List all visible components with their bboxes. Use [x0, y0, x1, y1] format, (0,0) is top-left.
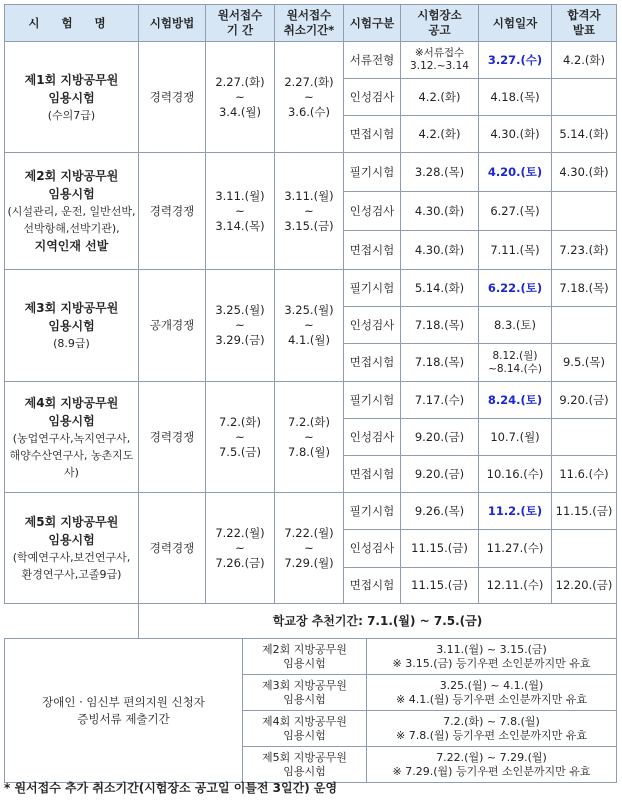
exam-notice [401, 456, 479, 493]
date-line-1: ~8.14.(수) [488, 362, 542, 375]
notice-line-0: 7.18.(목) [414, 355, 465, 369]
exam-1-method: 경력경쟁 [139, 42, 206, 153]
exam-name-sub-1: 환경연구사,고졸9급) [21, 568, 122, 581]
disabled-period-range: 7.2.(화) ~ 7.8.(월) [443, 714, 540, 728]
exam-type: 필기시험 [344, 493, 401, 530]
exam-name-line2: 임용시험 [48, 533, 95, 547]
period-start: 7.22.(월) [215, 525, 265, 540]
exam-result: 12.20.(금) [552, 568, 617, 604]
disabled-period-note: ※ 4.1.(월) 등기우편 소인분까지만 유효 [396, 692, 587, 706]
disabled-exam-line2: 임용시험 [283, 764, 326, 778]
exam-result [552, 530, 617, 568]
exam-result: 9.20.(금) [552, 382, 617, 419]
disabled-exam [243, 675, 367, 711]
exam-result: 9.5.(목) [552, 344, 617, 382]
cancel-start: 7.2.(화) [287, 414, 331, 429]
exam-date [479, 568, 552, 604]
exam-result: 4.2.(화) [552, 42, 617, 79]
date-line-0: 8.24.(토) [487, 392, 543, 407]
exam-date [479, 456, 552, 493]
notice-line-0: 7.17.(수) [414, 392, 465, 407]
cancel-end: 3.6.(수) [287, 104, 331, 119]
exam-notice [401, 419, 479, 456]
exam-type: 면접시험 [344, 568, 401, 604]
exam-4-period [206, 382, 275, 493]
exam-name-line1: 제4회 지방공무원 [24, 395, 119, 410]
exam-notice [401, 382, 479, 419]
disabled-period-range: 7.22.(월) ~ 7.29.(월) [436, 750, 547, 764]
exam-type: 인성검사 [344, 307, 401, 344]
exam-date [479, 382, 552, 419]
notice-line-0: 9.20.(금) [414, 429, 465, 444]
header-period: 원서접수 기 간 [206, 5, 275, 42]
exam-result [552, 79, 617, 116]
exam-type: 필기시험 [344, 153, 401, 192]
exam-1-row-1 [5, 42, 617, 79]
notice-line-0: 3.28.(목) [414, 164, 465, 179]
exam-2-name [5, 153, 139, 270]
date-line-0: 10.16.(수) [486, 466, 544, 481]
period-tilde: ~ [235, 89, 245, 104]
disabled-exam-line1: 제4회 지방공무원 [262, 714, 347, 728]
exam-name-line2: 임용시험 [48, 187, 95, 201]
date-line-0: 11.27.(수) [486, 541, 544, 555]
cancel-end: 7.8.(월) [287, 444, 331, 459]
disabled-exam-line1: 제3회 지방공무원 [262, 678, 347, 692]
exam-date [479, 231, 552, 270]
exam-1-period [206, 42, 275, 153]
date-line-0: 8.3.(토) [493, 317, 537, 332]
period-start: 2.27.(화) [215, 74, 265, 89]
exam-date [479, 79, 552, 116]
period-start: 7.2.(화) [218, 414, 262, 429]
disabled-period-note: ※ 7.8.(월) 등기우편 소인분까지만 유효 [396, 728, 587, 742]
disabled-period [367, 675, 617, 711]
disabled-exam [243, 639, 367, 675]
exam-date [479, 116, 552, 153]
date-line-0: 7.11.(목) [490, 242, 540, 257]
exam-date [479, 153, 552, 192]
notice-line-0: 4.2.(화) [418, 89, 461, 104]
date-line-0: 10.7.(월) [490, 429, 540, 444]
disabled-exam [243, 711, 367, 747]
exam-name-line1: 제5회 지방공무원 [24, 515, 119, 529]
disabled-period [367, 711, 617, 747]
header-cancel: 원서접수 취소기간* [275, 5, 344, 42]
exam-type: 필기시험 [344, 382, 401, 419]
exam-name-sub-0: (8.9급) [53, 337, 90, 350]
disabled-period [367, 639, 617, 675]
exam-type: 면접시험 [344, 344, 401, 382]
school-recommend-row [5, 604, 617, 639]
exam-name-sub-0: (수의7급) [47, 108, 96, 122]
exam-name-sub-0: (학예연구사,보건연구사, [12, 551, 131, 564]
cancel-start: 3.25.(월) [284, 303, 334, 317]
period-end: 3.14.(목) [215, 218, 265, 233]
exam-1-cancel [275, 42, 344, 153]
period-end: 7.5.(금) [218, 444, 262, 459]
exam-result: 7.18.(목) [552, 270, 617, 307]
cancel-start: 3.11.(월) [284, 188, 334, 203]
date-line-0: 11.2.(토) [487, 503, 543, 518]
exam-notice [401, 231, 479, 270]
exam-4-method: 경력경쟁 [139, 382, 206, 493]
header-method: 시험방법 [139, 5, 206, 42]
disabled-period-note: ※ 7.29.(월) 등기우편 소인분까지만 유효 [392, 764, 591, 778]
exam-schedule-table [4, 4, 617, 639]
exam-notice [401, 116, 479, 153]
date-line-0: 6.22.(토) [487, 280, 543, 295]
exam-4-row-1 [5, 382, 617, 419]
exam-name-sub-1: 해양수산연구사, 농촌지도사) [9, 448, 134, 479]
exam-name-sub-0: (농업연구사,녹지연구사, [12, 431, 131, 445]
disabled-period-note: ※ 3.15.(금) 등기우편 소인분까지만 유효 [392, 656, 591, 670]
exam-name-extra: 지역인재 선발 [34, 239, 109, 253]
exam-date [479, 270, 552, 307]
notice-line-0: ※서류접수 [414, 47, 465, 59]
exam-date [479, 493, 552, 530]
exam-name-sub-0: (시설관리, 운전, 일반선박, [7, 205, 136, 218]
exam-result: 5.14.(화) [552, 116, 617, 153]
cancel-end: 7.29.(월) [284, 555, 334, 570]
exam-2-method: 경력경쟁 [139, 153, 206, 270]
exam-result [552, 307, 617, 344]
date-line-0: 4.20.(토) [487, 164, 543, 179]
date-line-0: 6.27.(목) [490, 203, 540, 218]
footnote: * 원서접수 추가 취소기간(시험장소 공고일 이틀전 3일간) 운영 [4, 781, 338, 795]
exam-result: 11.6.(수) [552, 456, 617, 493]
exam-name-line2: 임용시험 [48, 319, 95, 333]
exam-date [479, 42, 552, 79]
disabled-row-1 [5, 639, 617, 675]
disabled-exam-line2: 임용시험 [283, 728, 326, 742]
period-tilde: ~ [235, 318, 245, 332]
exam-4-cancel [275, 382, 344, 493]
disabled-support-label [5, 639, 243, 783]
notice-line-0: 4.2.(화) [418, 126, 461, 141]
exam-5-cancel [275, 493, 344, 604]
exam-3-period [206, 270, 275, 382]
exam-name-line2: 임용시험 [48, 90, 95, 105]
exam-type: 인성검사 [344, 530, 401, 568]
exam-notice [401, 307, 479, 344]
school-recommend-period: 학교장 추천기간: 7.1.(월) ~ 7.5.(금) [139, 604, 617, 639]
cancel-tilde: ~ [304, 540, 314, 555]
exam-type: 면접시험 [344, 456, 401, 493]
date-line-0: 8.12.(월) [492, 349, 538, 362]
exam-result [552, 192, 617, 231]
notice-line-0: 11.15.(금) [411, 578, 468, 592]
exam-notice [401, 153, 479, 192]
cancel-tilde: ~ [304, 429, 314, 444]
exam-result: 4.30.(화) [552, 153, 617, 192]
exam-5-period [206, 493, 275, 604]
exam-notice [401, 344, 479, 382]
cancel-start: 2.27.(화) [284, 74, 334, 89]
header-exam-name: 시 험 명 [5, 5, 139, 42]
cancel-end: 3.15.(금) [284, 218, 334, 233]
cancel-tilde: ~ [304, 318, 314, 332]
exam-name-sub-1: 선박항해,선박기관), [23, 222, 120, 235]
exam-3-row-1 [5, 270, 617, 307]
disabled-period-range: 3.25.(월) ~ 4.1.(월) [439, 678, 544, 692]
date-line-0: 4.30.(화) [490, 126, 540, 141]
period-start: 3.11.(월) [215, 188, 265, 203]
exam-name-line1: 제3회 지방공무원 [24, 301, 119, 315]
exam-type: 인성검사 [344, 419, 401, 456]
notice-line-0: 4.30.(화) [414, 242, 465, 257]
disabled-label-line2: 증빙서류 제출기간 [77, 711, 170, 726]
exam-type: 필기시험 [344, 270, 401, 307]
header-date: 시험일자 [479, 5, 552, 42]
period-end: 3.4.(월) [218, 104, 262, 119]
disabled-exam [243, 747, 367, 783]
period-tilde: ~ [235, 203, 245, 218]
disabled-body [5, 639, 617, 783]
school-recommend-blank [5, 604, 139, 639]
period-tilde: ~ [235, 429, 245, 444]
disabled-exam-line2: 임용시험 [283, 656, 326, 670]
exam-name-line1: 제1회 지방공무원 [24, 72, 119, 87]
exam-result: 7.23.(화) [552, 231, 617, 270]
disabled-period [367, 747, 617, 783]
exam-5-name [5, 493, 139, 604]
header-row [5, 5, 617, 42]
header-type: 시험구분 [344, 5, 401, 42]
exam-notice [401, 568, 479, 604]
disabled-exam-line2: 임용시험 [283, 692, 326, 706]
period-start: 3.25.(월) [215, 303, 265, 317]
cancel-tilde: ~ [304, 203, 314, 218]
exam-notice [401, 493, 479, 530]
cancel-start: 7.22.(월) [284, 525, 334, 540]
exam-date [479, 192, 552, 231]
cancel-tilde: ~ [304, 89, 314, 104]
exam-type: 서류전형 [344, 42, 401, 79]
disabled-label-line1: 장애인 · 임신부 편의지원 신청자 [42, 694, 205, 709]
notice-line-0: 5.14.(화) [414, 280, 465, 295]
header-result: 합격자 발표 [552, 5, 617, 42]
exam-type: 면접시험 [344, 116, 401, 153]
exam-3-cancel [275, 270, 344, 382]
exam-date [479, 419, 552, 456]
notice-line-0: 11.15.(금) [411, 541, 468, 555]
exam-4-name [5, 382, 139, 493]
exam-2-cancel [275, 153, 344, 270]
exam-notice [401, 530, 479, 568]
exam-2-period [206, 153, 275, 270]
exam-type: 면접시험 [344, 231, 401, 270]
exam-notice [401, 79, 479, 116]
exam-3-name [5, 270, 139, 382]
notice-line-0: 9.20.(금) [414, 466, 465, 481]
period-end: 3.29.(금) [215, 333, 265, 347]
exam-notice [401, 270, 479, 307]
exam-body [5, 42, 617, 604]
notice-line-1: 3.12.~3.14 [410, 60, 469, 72]
exam-name-line2: 임용시험 [48, 413, 95, 428]
exam-date [479, 307, 552, 344]
period-end: 7.26.(금) [215, 555, 265, 570]
exam-name-line1: 제2회 지방공무원 [24, 169, 119, 183]
header-notice: 시험장소 공고 [401, 5, 479, 42]
disabled-exam-line1: 제2회 지방공무원 [262, 642, 347, 656]
date-line-0: 12.11.(수) [486, 578, 544, 592]
disabled-exam-line1: 제5회 지방공무원 [262, 750, 347, 764]
exam-date [479, 530, 552, 568]
exam-2-row-1 [5, 153, 617, 192]
cancel-end: 4.1.(월) [287, 333, 331, 347]
exam-result [552, 419, 617, 456]
exam-date [479, 344, 552, 382]
exam-result: 11.15.(금) [552, 493, 617, 530]
exam-schedule [4, 4, 616, 795]
exam-notice [401, 42, 479, 79]
exam-1-name [5, 42, 139, 153]
date-line-0: 3.27.(수) [487, 52, 543, 67]
disabled-period-range: 3.11.(월) ~ 3.15.(금) [436, 642, 547, 656]
date-line-0: 4.18.(목) [490, 89, 540, 104]
exam-3-method: 공개경쟁 [139, 270, 206, 382]
disabled-support-table [4, 638, 617, 783]
exam-notice [401, 192, 479, 231]
notice-line-0: 7.18.(목) [414, 317, 465, 332]
exam-type: 인성검사 [344, 79, 401, 116]
notice-line-0: 9.26.(목) [414, 503, 465, 518]
notice-line-0: 4.30.(화) [414, 203, 465, 218]
exam-5-row-1 [5, 493, 617, 530]
exam-type: 인성검사 [344, 192, 401, 231]
period-tilde: ~ [235, 540, 245, 555]
exam-5-method: 경력경쟁 [139, 493, 206, 604]
